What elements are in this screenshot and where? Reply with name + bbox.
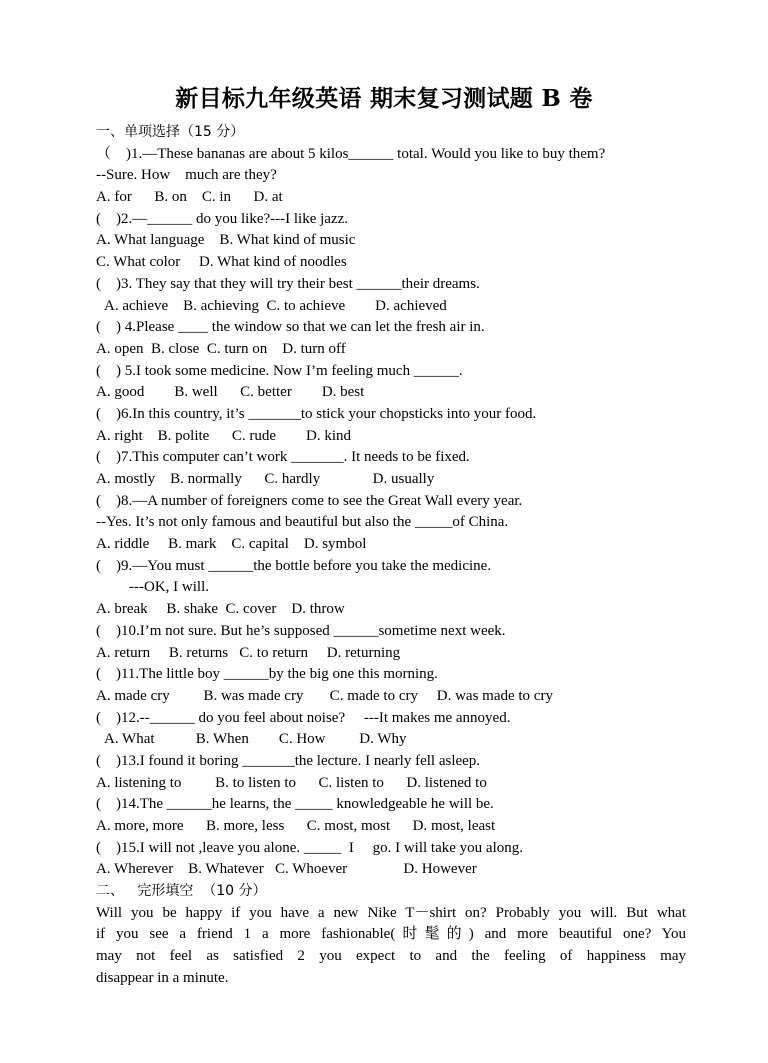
exam-body [96,122,686,990]
answer-options: C. What color D. What kind of noodles [96,254,347,271]
question-line: ( )12.--______ do you feel about noise? ---It makes me annoyed. [96,709,511,726]
answer-options: A. riddle B. mark C. capital D. symbol [96,536,367,553]
answer-options: A. listening to B. to listen to C. listen to D. listened to [96,774,487,791]
question-line: ( )11.The little boy ______by the big one this morning. [96,666,438,683]
passage-line: may not feel as satisfied 2 you expect to and the feeling of happiness may [96,948,686,965]
question-line: ( )6.In this country, it’s _______to stick your chopsticks into your food. [96,405,537,422]
question-line: ( )8.—A number of foreigners come to see the Great Wall every year. [96,492,523,509]
answer-options: A. good B. well C. better D. best [96,384,365,401]
answer-options: A. achieve B. achieving C. to achieve D. achieved [104,297,447,314]
answer-options: A. open B. close C. turn on D. turn off [96,340,346,357]
question-line: ( )7.This computer can’t work _______. It needs to be fixed. [96,449,470,466]
question-line: ( )10.I’m not sure. But he’s supposed ______sometime next week. [96,622,506,639]
question-line: ( )14.The ______he learns, the _____ knowledgeable he will be. [96,796,494,813]
section-heading: 一、单项选择（15 分） [96,124,245,140]
section-heading: 二、 完形填空 （10 分） [96,883,267,900]
passage-line: Will you be happy if you have a new Nike T－shirt on? Probably you will. But what [96,904,686,921]
answer-options: A. made cry B. was made cry C. made to cry D. was made to cry [96,687,553,704]
question-line: ( )3. They say that they will try their best ______their dreams. [96,275,480,292]
question-line: ( ) 4.Please ____ the window so that we can let the fresh air in. [96,319,485,336]
exam-title: 新目标九年级英语 期末复习测试题 B 卷 [175,85,593,112]
answer-options: A. right B. polite C. rude D. kind [96,427,351,444]
answer-options: A. return B. returns C. to return D. returning [96,644,401,661]
question-line: ( ) 5.I took some medicine. Now I’m feeling much ______. [96,362,463,379]
dialogue-line: --Yes. It’s not only famous and beautiful but also the _____of China. [96,514,509,531]
question-line: ( )15.I will not ,leave you alone. _____ I go. I will take you along. [96,839,523,856]
answer-options: A. for B. on C. in D. at [96,189,283,206]
passage-line: if you see a friend 1 a more fashionable(时髦的) and more beautiful one? You [96,926,686,943]
passage-line: disappear in a minute. [96,969,229,986]
dialogue-line: --Sure. How much are they? [96,167,277,184]
answer-options: A. Wherever B. Whatever C. Whoever D. However [96,861,477,878]
answer-options: A. break B. shake C. cover D. throw [96,601,345,618]
answer-options: A. mostly B. normally C. hardly D. usually [96,471,435,487]
answer-options: A. What language B. What kind of music [96,232,356,249]
question-line: ( )9.—You must ______the bottle before you take the medicine. [96,557,492,574]
question-line: ( )2.—______ do you like?---I like jazz. [96,210,349,227]
answer-options: A. What B. When C. How D. Why [104,731,407,748]
dialogue-line: ---OK, I will. [129,579,209,596]
question-line: （ )1.—These bananas are about 5 kilos______ total. Would you like to buy them? [96,145,606,162]
question-line: ( )13.I found it boring _______the lecture. I nearly fell asleep. [96,752,481,769]
answer-options: A. more, more B. more, less C. most, most D. most, least [96,818,496,834]
